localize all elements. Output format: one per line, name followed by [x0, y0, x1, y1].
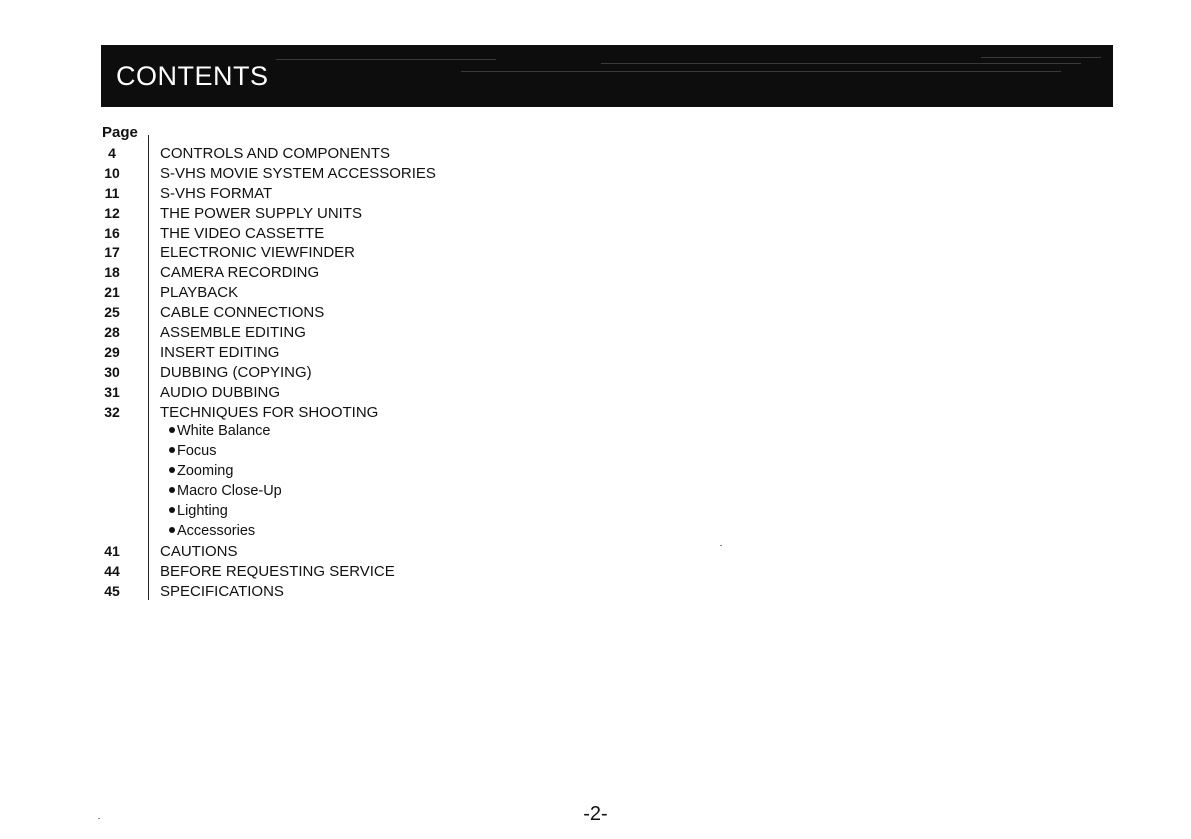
- toc-entry: [0, 582, 700, 602]
- toc-page-number: 18: [104, 264, 120, 281]
- toc-subitem: [0, 442, 700, 462]
- bullet-icon: [169, 507, 175, 513]
- toc-page-number: 45: [104, 582, 120, 599]
- toc-entry-title: CONTROLS AND COMPONENTS: [160, 145, 391, 162]
- toc-entry-title: THE VIDEO CASSETTE: [160, 224, 325, 242]
- toc-entry-title: AUDIO DUBBING: [160, 383, 281, 401]
- toc-entry: [0, 164, 700, 184]
- toc-entry-title: CABLE CONNECTIONS: [160, 304, 325, 322]
- toc-subitem-text: White Balance: [177, 423, 271, 440]
- contents-banner: [101, 45, 1113, 107]
- toc-page-number: 29: [104, 343, 120, 360]
- bullet-icon: [169, 487, 175, 493]
- toc-subitem-text: Lighting: [177, 503, 228, 520]
- banner-texture: [461, 71, 1061, 72]
- toc-page-number: 28: [104, 324, 120, 341]
- toc-entry-title: BEFORE REQUESTING SERVICE: [160, 562, 395, 580]
- toc-page-number: 30: [104, 363, 120, 380]
- toc-entry-title: CAUTIONS: [160, 542, 238, 560]
- bullet-icon: [169, 467, 175, 473]
- toc-page-number: 11: [104, 184, 120, 201]
- toc-entry-title: PLAYBACK: [160, 284, 239, 302]
- toc-page-number: 4: [108, 145, 116, 161]
- toc-page-number: 17: [104, 244, 120, 261]
- toc-entry: [0, 224, 700, 244]
- toc-page-number: 44: [104, 562, 120, 579]
- toc-subitem-text: Macro Close-Up: [177, 483, 282, 500]
- toc-subitem-label: [169, 462, 233, 482]
- toc-subitem: [0, 522, 700, 542]
- toc-entry: [0, 184, 700, 204]
- toc-entry-title: INSERT EDITING: [160, 343, 280, 361]
- toc-subitem-label: [169, 522, 255, 542]
- banner-texture: [981, 57, 1101, 58]
- toc-entry: [0, 263, 700, 283]
- bullet-icon: [169, 427, 175, 433]
- page-column-label: Page: [102, 124, 138, 141]
- toc-subitem-label: [169, 442, 217, 462]
- toc-entry-title: TECHNIQUES FOR SHOOTING: [160, 403, 379, 421]
- toc-subitem: [0, 462, 700, 482]
- contents-title: CONTENTS: [116, 59, 273, 93]
- toc-entry-title: ELECTRONIC VIEWFINDER: [160, 244, 356, 262]
- toc-page-number: 41: [104, 542, 120, 559]
- banner-texture: [601, 63, 1081, 64]
- toc-entry: [0, 542, 700, 562]
- toc-subitem: [0, 422, 700, 442]
- toc-entry-title: CAMERA RECORDING: [160, 264, 320, 282]
- toc-page-number: 16: [104, 224, 120, 241]
- page-number: -2-: [583, 803, 608, 825]
- toc-page-number: 32: [104, 403, 120, 420]
- banner-texture: [276, 59, 496, 60]
- toc-subitem-label: [169, 482, 282, 502]
- toc-subitem-label: [169, 422, 271, 442]
- toc-page-number: 12: [104, 204, 120, 221]
- scan-speck: [720, 545, 722, 546]
- toc-entry: [0, 283, 700, 303]
- table-of-contents: [0, 144, 700, 601]
- toc-entry-title: THE POWER SUPPLY UNITS: [160, 204, 362, 222]
- toc-entry: [0, 383, 700, 403]
- toc-page-number: 21: [104, 284, 120, 301]
- toc-entry-title: DUBBING (COPYING): [160, 363, 312, 381]
- toc-subitem: [0, 502, 700, 522]
- toc-entry: [0, 343, 700, 363]
- toc-entry: [0, 323, 700, 343]
- toc-entry-title: S-VHS MOVIE SYSTEM ACCESSORIES: [160, 164, 436, 182]
- toc-entry: [0, 144, 700, 164]
- toc-subitem-label: [169, 502, 228, 522]
- toc-page-number: 31: [104, 383, 120, 400]
- bullet-icon: [169, 527, 175, 533]
- toc-entry: [0, 562, 700, 582]
- toc-entry: [0, 204, 700, 224]
- toc-entry: [0, 403, 700, 423]
- toc-subitem: [0, 482, 700, 502]
- toc-entry: [0, 363, 700, 383]
- toc-entry-title: SPECIFICATIONS: [160, 582, 284, 600]
- toc-entry-title: ASSEMBLE EDITING: [160, 324, 306, 342]
- bullet-icon: [169, 447, 175, 453]
- toc-entry: [0, 303, 700, 323]
- toc-subitem-text: Accessories: [177, 522, 256, 539]
- toc-entry-title: S-VHS FORMAT: [160, 184, 273, 202]
- toc-subitem-text: Zooming: [177, 463, 234, 480]
- toc-page-number: 25: [104, 304, 120, 321]
- toc-entry: [0, 243, 700, 263]
- toc-subitem-text: Focus: [177, 443, 217, 460]
- toc-page-number: 10: [104, 164, 120, 181]
